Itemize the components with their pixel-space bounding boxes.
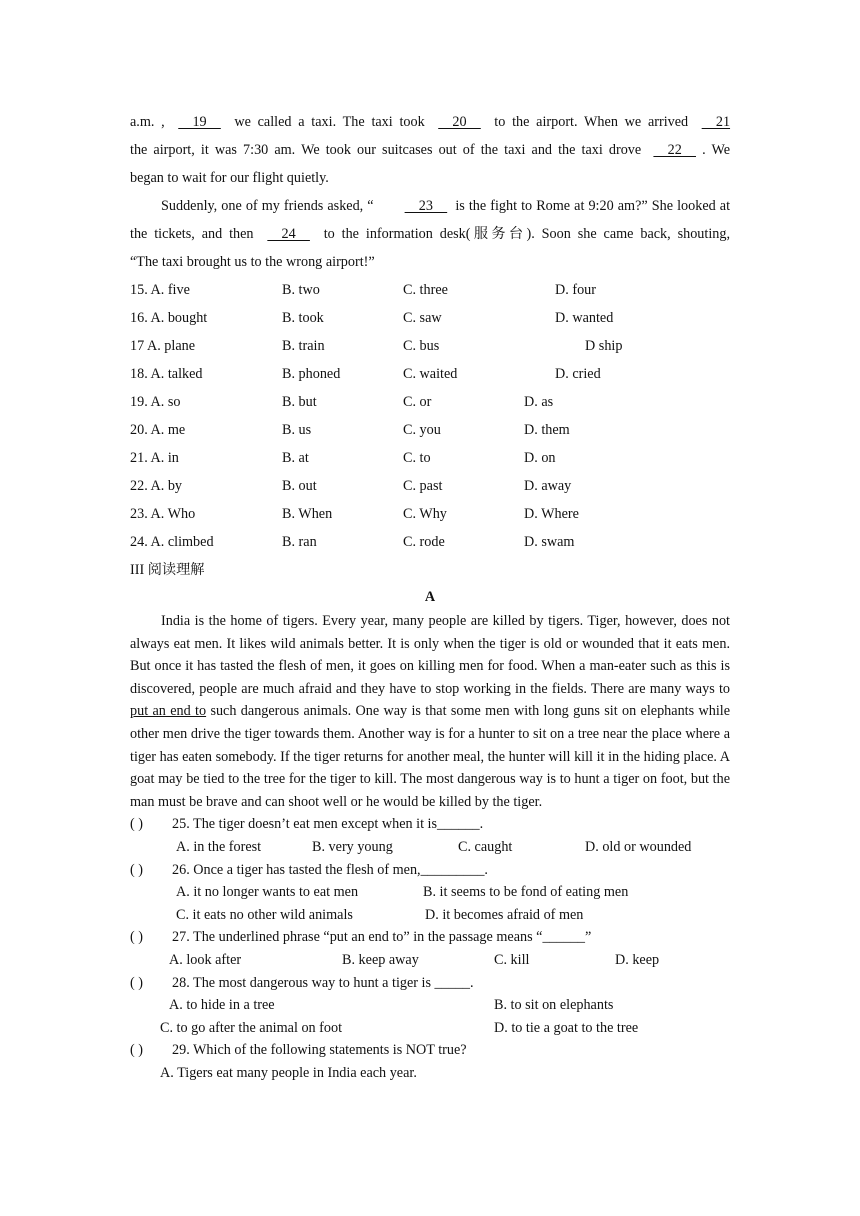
- option-a: 17 A. plane: [130, 338, 196, 354]
- passage-title: A: [424, 589, 436, 605]
- option-row-18: [130, 360, 730, 388]
- blank-19: 19: [178, 114, 221, 130]
- option-c: C. to: [403, 450, 431, 466]
- cloze-line: [130, 136, 730, 164]
- option-a: 20. A. me: [130, 422, 186, 438]
- question-29: [130, 1039, 730, 1062]
- option-d: D. Where: [524, 506, 579, 522]
- option-d: D. four: [555, 282, 596, 298]
- option-b: B. took: [282, 310, 324, 326]
- option-d: D. on: [524, 450, 556, 466]
- blank-22: 22: [653, 142, 696, 158]
- option-c: C. it eats no other wild animals: [176, 906, 353, 923]
- option-b: B. When: [282, 506, 333, 522]
- answer-bracket: ( ): [130, 861, 143, 878]
- option-b: B. train: [282, 338, 325, 354]
- option-row-17: [130, 332, 730, 360]
- option-b: B. but: [282, 394, 317, 410]
- question-list: [130, 813, 730, 1084]
- option-d: D. wanted: [555, 310, 614, 326]
- option-row-24: [130, 528, 730, 556]
- cloze-text: Suddenly, one of my friends asked, “: [161, 198, 374, 214]
- question-25: [130, 813, 730, 836]
- option-d: D. them: [524, 422, 570, 438]
- option-c: C. saw: [403, 310, 442, 326]
- reading-passage: [130, 610, 730, 813]
- option-d: D. away: [524, 478, 572, 494]
- option-d: D. as: [524, 394, 554, 410]
- question-stem: 25. The tiger doesn’t eat men except when it is______.: [172, 816, 484, 833]
- option-d: D. cried: [555, 366, 601, 382]
- answer-bracket: ( ): [130, 816, 143, 833]
- question-28-options-2: [130, 1017, 730, 1040]
- option-row-20: [130, 416, 730, 444]
- question-29-options: [130, 1062, 730, 1085]
- option-a: 18. A. talked: [130, 366, 203, 382]
- option-b: B. out: [282, 478, 317, 494]
- option-c: C. or: [403, 394, 432, 410]
- option-a: A. look after: [169, 951, 242, 968]
- question-26-options-2: [130, 904, 730, 927]
- answer-bracket: ( ): [130, 929, 143, 946]
- section-title: III 阅读理解: [130, 562, 205, 578]
- cloze-text: a.m. ,: [130, 114, 172, 130]
- underlined-phrase: put an end to: [130, 703, 207, 720]
- question-28-options-1: [130, 994, 730, 1017]
- question-28: [130, 972, 730, 995]
- option-row-19: [130, 388, 730, 416]
- option-c: C. waited: [403, 366, 458, 382]
- blank-20: 20: [438, 114, 481, 130]
- option-c: C. to go after the animal on foot: [160, 1019, 343, 1036]
- option-c: C. caught: [458, 838, 513, 855]
- option-b: B. very young: [312, 838, 393, 855]
- cloze-text: is the fight to Rome at 9:20 am?” She looked at: [451, 198, 731, 214]
- question-stem: 26. Once a tiger has tasted the flesh of men,_________.: [172, 861, 488, 878]
- passage-text: such dangerous animals. One way is that some men with long guns sit on elephants while other men drive the tiger towards them. Another way is for a hunter to sit on a tree near the place where a tiger has eaten somebody. If the tiger returns for another meal, the hunter will kill it in the hiding place. A goat may be tied to the tree for the tiger to kill. The most dangerous way is to hunt a tiger on foot, but the man must be brave and can shoot well or he would be killed by the tiger.: [130, 703, 730, 810]
- worksheet-page: [130, 108, 730, 1084]
- option-c: C. Why: [403, 506, 447, 522]
- blank-23: 23: [404, 198, 448, 214]
- option-c: C. kill: [494, 951, 530, 968]
- option-a: 16. A. bought: [130, 310, 208, 326]
- option-a: 23. A. Who: [130, 506, 196, 522]
- question-27-options: [130, 949, 730, 972]
- passage-paragraph: [130, 610, 730, 813]
- option-b: B. us: [282, 422, 312, 438]
- blank-24: 24: [267, 226, 310, 242]
- option-row-15: [130, 276, 730, 304]
- cloze-text: . We: [695, 142, 731, 158]
- option-b: B. it seems to be fond of eating men: [423, 884, 629, 901]
- option-c: C. you: [403, 422, 441, 438]
- option-a: 24. A. climbed: [130, 534, 214, 550]
- option-row-16: [130, 304, 730, 332]
- question-25-options: [130, 836, 730, 859]
- cloze-passage: [130, 108, 730, 276]
- option-a: A. it no longer wants to eat men: [176, 884, 359, 901]
- cloze-line: [130, 220, 730, 248]
- answer-bracket: ( ): [130, 1042, 143, 1059]
- option-row-22: [130, 472, 730, 500]
- option-c: C. past: [403, 478, 443, 494]
- option-d: D. swam: [524, 534, 575, 550]
- cloze-text: to the information desk(服务台). Soon she came back, shouting,: [316, 226, 731, 242]
- question-stem: 28. The most dangerous way to hunt a tiger is _____.: [172, 974, 474, 991]
- question-26: [130, 859, 730, 882]
- option-a: 19. A. so: [130, 394, 181, 410]
- option-a: A. to hide in a tree: [169, 997, 275, 1014]
- option-list: [130, 276, 730, 556]
- option-c: C. bus: [403, 338, 440, 354]
- cloze-text: to the airport. When we arrived: [487, 114, 695, 130]
- cloze-text: we called a taxi. The taxi took: [227, 114, 432, 130]
- cloze-line: began to wait for our flight quietly.: [130, 170, 329, 186]
- cloze-line: [130, 108, 730, 136]
- cloze-text: the tickets, and then: [130, 226, 261, 242]
- option-d: D. keep: [615, 951, 660, 968]
- option-d: D ship: [585, 338, 623, 354]
- question-stem: 27. The underlined phrase “put an end to” in the passage means “______”: [172, 929, 592, 946]
- option-b: B. phoned: [282, 366, 341, 382]
- option-a: 15. A. five: [130, 282, 190, 298]
- option-a: A. Tigers eat many people in India each year.: [160, 1064, 417, 1081]
- option-b: B. at: [282, 450, 309, 466]
- option-d: D. to tie a goat to the tree: [494, 1019, 639, 1036]
- option-a: A. in the forest: [176, 838, 262, 855]
- blank-21: 21: [701, 114, 731, 130]
- option-row-23: [130, 500, 730, 528]
- question-26-options-1: [130, 881, 730, 904]
- option-row-21: [130, 444, 730, 472]
- option-a: 21. A. in: [130, 450, 179, 466]
- question-stem: 29. Which of the following statements is NOT true?: [172, 1042, 467, 1059]
- option-c: C. three: [403, 282, 448, 298]
- cloze-line: “The taxi brought us to the wrong airport!”: [130, 254, 375, 270]
- option-c: C. rode: [403, 534, 445, 550]
- passage-text: India is the home of tigers. Every year, many people are killed by tigers. Tiger, however, does not always eat men. It likes wild animals better. It is only when the tiger is old or wounded that it eats men. But once it has tasted the flesh of men, it goes on killing men for food. When a man-eater such as this is discovered, people are much afraid and they have to stop working in the fields. There are many ways to: [130, 613, 730, 697]
- option-d: D. old or wounded: [585, 838, 692, 855]
- cloze-line: [130, 192, 730, 220]
- option-d: D. it becomes afraid of men: [425, 906, 584, 923]
- option-b: B. ran: [282, 534, 317, 550]
- question-27: [130, 926, 730, 949]
- cloze-text: the airport, it was 7:30 am. We took our suitcases out of the taxi and the taxi drove: [130, 142, 648, 158]
- option-a: 22. A. by: [130, 478, 183, 494]
- option-b: B. to sit on elephants: [494, 997, 614, 1014]
- option-b: B. keep away: [342, 951, 419, 968]
- option-b: B. two: [282, 282, 320, 298]
- answer-bracket: ( ): [130, 974, 143, 991]
